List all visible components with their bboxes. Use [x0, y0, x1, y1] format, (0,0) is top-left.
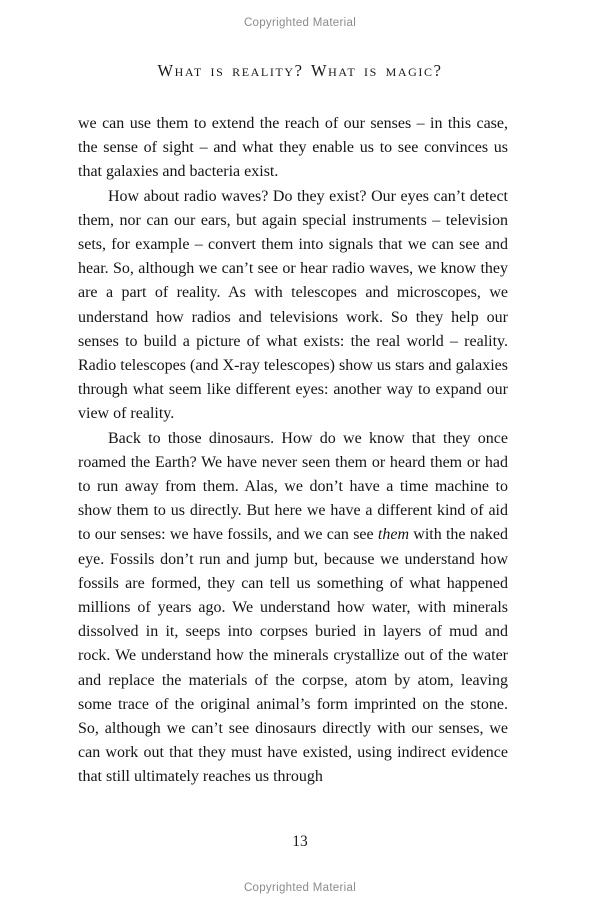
page-number: 13 — [292, 833, 308, 850]
copyright-notice-bottom: Copyrighted Material — [243, 882, 357, 894]
paragraph-text: How about radio waves? Do they exist? Our eyes can’t detect them, nor can our ears, but again special instruments – television sets, for example – convert them into signals that we can see and hear. So, although we can’t see or hear radio waves, we know they are a part of reality. As with telescopes and microscopes, we understand how radios and televisions work. So they help our senses to build a picture of what exists: the real world – reality. Radio telescopes (and X-ray telescopes) show us stars and galaxies through what seem like different eyes: another way to expand our view of reality. — [78, 187, 508, 423]
paragraph-dinosaurs — [78, 427, 508, 790]
chapter-header: What is reality? What is magic? — [157, 61, 443, 80]
paragraph-text-segment: with the naked eye. Fossils don’t run and jump but, because we understand how fossils are formed, they can tell us something of what happened millions of years ago. We understand how water, with minerals dissolved in it, seeps into corpses buried in layers of mud and rock. We understand how the minerals crystallize out of the water and replace the materials of the corpse, atom by atom, leaving some trace of the original animal’s form imprinted on the stone. So, although we can’t see dinosaurs directly with our senses, we can work out that they must have existed, using indirect evidence that still ultimately reaches us through — [78, 526, 509, 786]
paragraph-text: we can use them to extend the reach of our senses – in this case, the sense of sight – and what they enable us to see convinces us that galaxies and bacteria exist. — [78, 115, 508, 181]
body-text — [78, 112, 508, 790]
paragraph-text-segment: Back to those dinosaurs. How do we know that they once roamed the Earth? We have never seen them or heard them or had to run away from them. Alas, we don’t have a time machine to show them to us directly. But here we have a different kind of aid to our senses: we have fossils, and we can see — [78, 429, 508, 544]
paragraph-radio-waves — [78, 185, 508, 427]
copyright-notice-top: Copyrighted Material — [243, 17, 357, 29]
paragraph-italic-word: them — [377, 526, 410, 544]
paragraph-continuation — [78, 112, 508, 185]
